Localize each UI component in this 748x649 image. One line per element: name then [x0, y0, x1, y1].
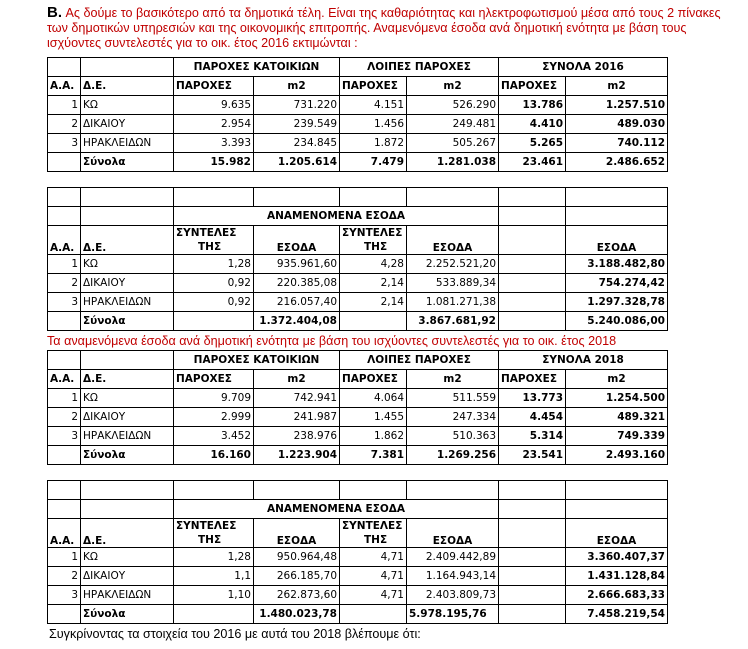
table-row: 1 ΚΩ 9.635 731.220 4.151 526.290 13.786 1.257.510: [48, 96, 668, 115]
col-header: ΠΑΡΟΧΕΣ: [174, 77, 254, 96]
column-header-row: Α.Α. Δ.Ε. ΣΥΝΤΕΛΕΣ ΤΗΣ ΕΣΟΔΑ ΣΥΝΤΕΛΕΣ ΤΗΣ ΕΣΟΔΑ ΕΣΟΔΑ: [48, 519, 668, 548]
col-header: Α.Α.: [48, 77, 81, 96]
table-2018-provisions: [47, 350, 668, 465]
table-row: 3 ΗΡΑΚΛΕΙΔΩΝ 1,10 262.873,60 4,71 2.403.809,73 2.666.683,33: [48, 586, 668, 605]
section-label: B.: [47, 4, 62, 21]
group-header: ΠΑΡΟΧΕΣ ΚΑΤΟΙΚΙΩΝ: [174, 58, 340, 77]
income-title: ΑΝΑΜΕΝΟΜΕΝΑ ΕΣΟΔΑ: [174, 207, 499, 226]
total-label: Σύνολα: [81, 153, 174, 172]
table-row: 2 ΔΙΚΑΙΟΥ 2.954 239.549 1.456 249.481 4.410 489.030: [48, 115, 668, 134]
caption-2018: Τα αναμενόμενα έσοδα ανά δημοτική ενότητα με βάση του ισχύοντες συντελεστές για το οικ. έτος 2018: [47, 334, 617, 348]
group-header-row: [48, 351, 668, 370]
intro-paragraph: [47, 5, 737, 51]
table-row: 2 ΔΙΚΑΙΟΥ 2.999 241.987 1.455 247.334 4.454 489.321: [48, 408, 668, 427]
table-row: 3 ΗΡΑΚΛΕΙΔΩΝ 3.393 234.845 1.872 505.267 5.265 740.112: [48, 134, 668, 153]
table-row: 3 ΗΡΑΚΛΕΙΔΩΝ 0,92 216.057,40 2,14 1.081.271,38 1.297.328,78: [48, 293, 668, 312]
total-label: Σύνολα: [81, 446, 174, 465]
col-header: ΠΑΡΟΧΕΣ: [340, 77, 407, 96]
table-row: 3 ΗΡΑΚΛΕΙΔΩΝ 3.452 238.976 1.862 510.363 5.314 749.339: [48, 427, 668, 446]
table-2016-income: [47, 187, 668, 331]
col-header: m2: [254, 77, 340, 96]
group-header: ΛΟΙΠΕΣ ΠΑΡΟΧΕΣ: [340, 351, 499, 370]
table-row: 1 ΚΩ 9.709 742.941 4.064 511.559 13.773 1.254.500: [48, 389, 668, 408]
intro-text: Ας δούμε το βασικότερο από τα δημοτικά τέλη. Είναι της καθαριότητας και ηλεκτροφωτισμού μέσα από τους 2 πίνακες των δημοτικών υπηρεσιών και της οικονομικής επιτροπής. Αναμενόμενα έσοδα ανά δημοτική ενότητα με βάση τους ισχύοντες συντελεστές για το οικ. έτος 2016 εκτιμώνται :: [47, 6, 721, 50]
income-title-row: [48, 500, 668, 519]
total-row: Σύνολα 1.372.404,08 3.867.681,92 5.240.086,00: [48, 312, 668, 331]
group-header: ΣΥΝΟΛΑ 2016: [499, 58, 668, 77]
col-header: ΠΑΡΟΧΕΣ: [499, 77, 566, 96]
total-row: Σύνολα 15.982 1.205.614 7.479 1.281.038 23.461 2.486.652: [48, 153, 668, 172]
table-row: 1 ΚΩ 1,28 950.964,48 4,71 2.409.442,89 3.360.407,37: [48, 548, 668, 567]
group-header: ΠΑΡΟΧΕΣ ΚΑΤΟΙΚΙΩΝ: [174, 351, 340, 370]
column-header-row: Α.Α. Δ.Ε. ΠΑΡΟΧΕΣ m2 ΠΑΡΟΧΕΣ m2 ΠΑΡΟΧΕΣ m2: [48, 370, 668, 389]
comparison-sentence: Συγκρίνοντας τα στοιχεία του 2016 με αυτά του 2018 βλέπουμε ότι:: [49, 627, 421, 641]
group-header: ΣΥΝΟΛΑ 2018: [499, 351, 668, 370]
total-row: Σύνολα 1.480.023,78 5.978.195,76 7.458.219,54: [48, 605, 668, 624]
table-row: 2 ΔΙΚΑΙΟΥ 1,1 266.185,70 4,71 1.164.943,14 1.431.128,84: [48, 567, 668, 586]
group-header-row: [48, 58, 668, 77]
total-label: Σύνολα: [81, 605, 174, 624]
table-2016-provisions: [47, 57, 668, 172]
table-row: 1 ΚΩ 1,28 935.961,60 4,28 2.252.521,20 3.188.482,80: [48, 255, 668, 274]
col-header: m2: [407, 77, 499, 96]
total-row: Σύνολα 16.160 1.223.904 7.381 1.269.256 23.541 2.493.160: [48, 446, 668, 465]
income-title-row: [48, 207, 668, 226]
table-2018-income: [47, 480, 668, 624]
table-row: 2 ΔΙΚΑΙΟΥ 0,92 220.385,08 2,14 533.889,34 754.274,42: [48, 274, 668, 293]
total-label: Σύνολα: [81, 312, 174, 331]
column-header-row: [48, 77, 668, 96]
income-title: ΑΝΑΜΕΝΟΜΕΝΑ ΕΣΟΔΑ: [174, 500, 499, 519]
col-header: m2: [566, 77, 668, 96]
group-header: ΛΟΙΠΕΣ ΠΑΡΟΧΕΣ: [340, 58, 499, 77]
col-header: Δ.Ε.: [81, 77, 174, 96]
column-header-row: Α.Α. Δ.Ε. ΣΥΝΤΕΛΕΣ ΤΗΣ ΕΣΟΔΑ ΣΥΝΤΕΛΕΣ ΤΗΣ ΕΣΟΔΑ ΕΣΟΔΑ: [48, 226, 668, 255]
